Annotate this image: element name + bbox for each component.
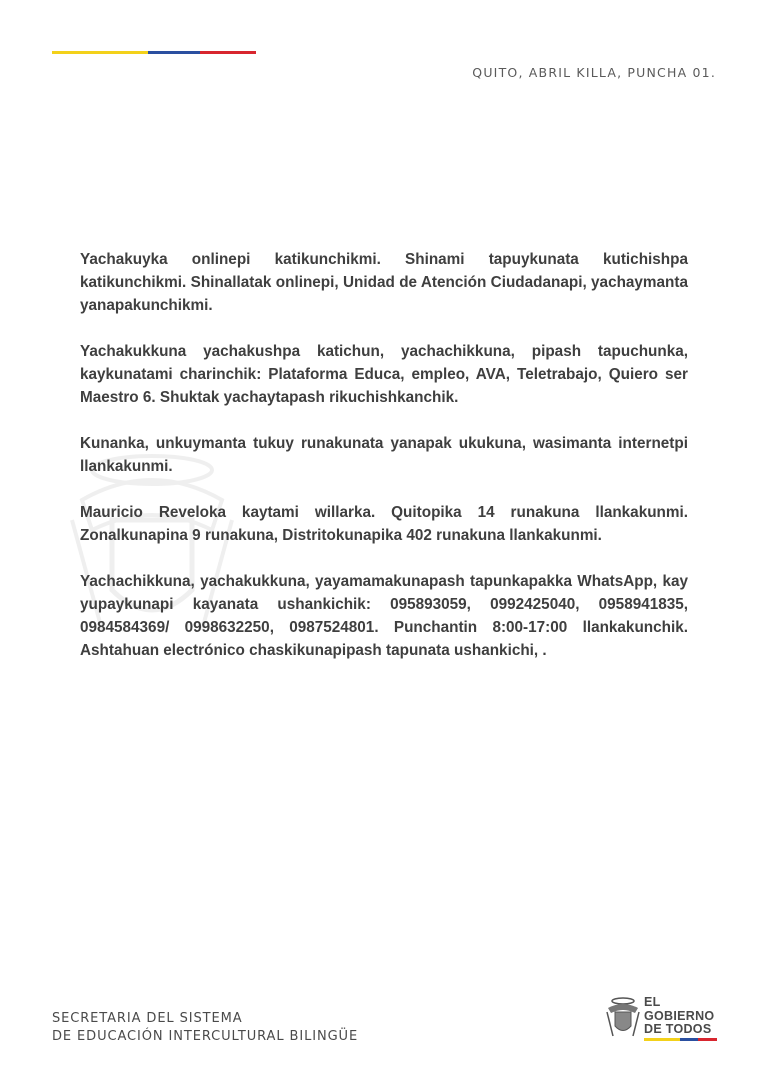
footer-organization — [52, 1010, 358, 1046]
flag-stripe-blue — [148, 51, 200, 54]
logo-line-1: EL — [644, 995, 661, 1009]
org-line-1: SECRETARIA DEL SISTEMA — [52, 1011, 243, 1026]
date-line: QUITO, ABRIL KILLA, PUNCHA 01. — [472, 65, 716, 80]
logo-line-2: GOBIERNO — [644, 1008, 715, 1023]
paragraph-3: Kunanka, unkuymanta tukuy runakunata yanapak ukukuna, wasimanta internetpi llankakunmi. — [80, 435, 688, 475]
gobierno-logo-text — [644, 996, 714, 1037]
flag-stripe-red — [200, 51, 256, 54]
gobierno-logo — [600, 994, 720, 1044]
logo-line-3: DE TODOS — [644, 1022, 712, 1036]
ecuador-coat-of-arms-icon — [604, 996, 642, 1038]
flag-stripe-yellow — [52, 51, 148, 54]
logo-flag-stripe — [644, 1038, 717, 1041]
letter-body — [80, 248, 688, 685]
logo-stripe-yellow — [644, 1038, 680, 1041]
logo-stripe-red — [698, 1038, 717, 1041]
logo-stripe-blue — [680, 1038, 698, 1041]
paragraph-4: Mauricio Reveloka kaytami willarka. Quitopika 14 runakuna llankakunmi. Zonalkunapina 9 runakuna, Distritokunapika 402 runakuna llankakunmi. — [80, 504, 688, 544]
paragraph-1: Yachakuyka onlinepi katikunchikmi. Shinami tapuykunata kutichishpa katikunchikmi. Shinallatak onlinepi, Unidad de Atención Ciudadanapi, yachaymanta yanapakunchikmi. — [80, 251, 688, 314]
org-line-2: DE EDUCACIÓN INTERCULTURAL BILINGÜE — [52, 1029, 359, 1044]
paragraph-2: Yachakukkuna yachakushpa katichun, yachachikkuna, pipash tapuchunka, kaykunatami charinchik: Plataforma Educa, empleo, AVA, Teletrabajo, Quiero ser Maestro 6. Shuktak yachaytapash rikuchishkanchik. — [80, 343, 688, 406]
paragraph-5: Yachachikkuna, yachakukkuna, yayamamakunapash tapunkapakka WhatsApp, kay yupaykunapi kayanata ushankichik: 095893059, 0992425040, 0958941835, 0984584369/ 0998632250, 0987524801. Punchantin 8:00-17:00 llankakunchik. Ashtahuan electrónico chaskikunapipash tapunata ushankichi, . — [80, 573, 688, 659]
header-flag-stripe — [52, 51, 256, 54]
